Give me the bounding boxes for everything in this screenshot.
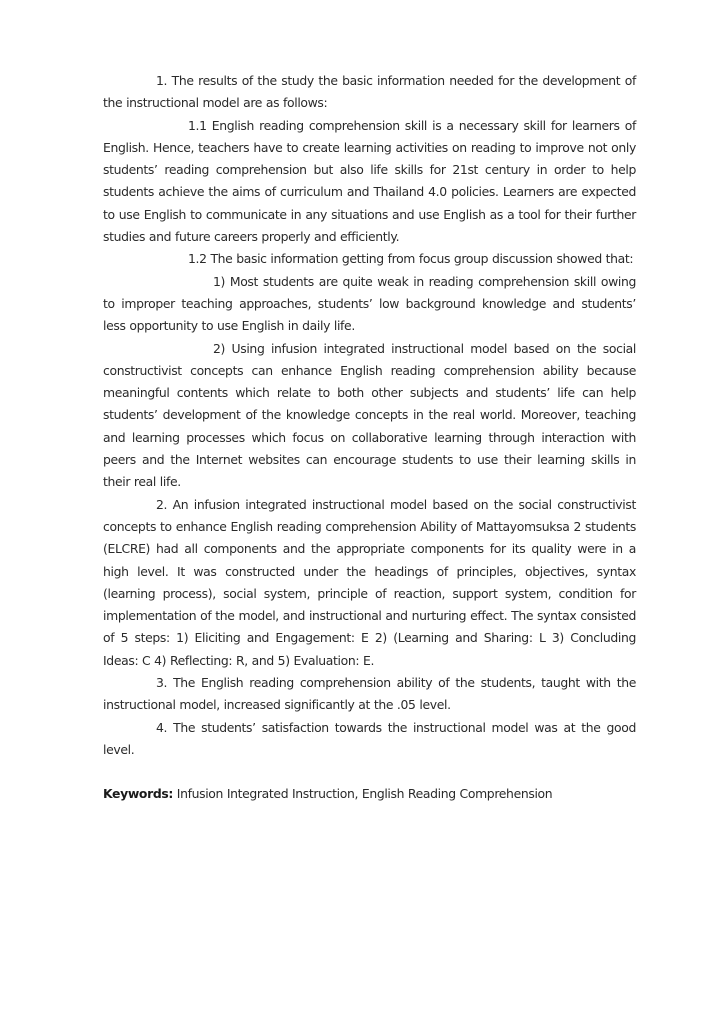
paragraph-result-1-2-1: 1) Most students are quite weak in reading comprehension skill owing to improper teaching approaches, students’ low background knowledge and students’ less opportunity to use English in daily life. bbox=[103, 273, 636, 334]
paragraph-results-intro: 1. The results of the study the basic information needed for the development of the instructional model are as follows: bbox=[103, 73, 636, 111]
paragraph-result-1-1: 1.1 English reading comprehension skill is a necessary skill for learners of English. Hence, teachers have to create learning activities on reading to improve not only students’ reading comprehension but also life skills for 21st century in order to help students achieve the aims of curriculum and Thailand 4.0 policies. Learners are expected to use English to communicate in any situations and use English as a tool for their further studies and future careers properly and efficiently. bbox=[103, 117, 636, 245]
paragraph-result-1-2-2: 2) Using infusion integrated instructional model based on the social constructivist concepts can enhance English reading comprehension ability because meaningful contents which relate to both other subjects and students’ life can help students’ development of the knowledge concepts in the real world. Moreover, teaching and learning processes which focus on collaborative learning through interaction with peers and the Internet websites can encourage students to use their learning skills in their real life. bbox=[103, 340, 636, 490]
keywords-value: Infusion Integrated Instruction, English Reading Comprehension bbox=[172, 786, 553, 802]
paragraph-result-2: 2. An infusion integrated instructional model based on the social constructivist concepts to enhance English reading comprehension Ability of Mattayomsuksa 2 students (ELCRE) had all components and the appropriate components for its quality were in a high level. It was constructed under the headings of principles, objectives, syntax (learning process), social system, principle of reaction, support system, condition for implementation of the model, and instructional and nurturing effect. The syntax consisted of 5 steps: 1) Eliciting and Engagement: E 2) (Learning and Sharing: L 3) Concluding Ideas: C 4) Reflecting: R, and 5) Evaluation: E. bbox=[103, 496, 636, 668]
document-page bbox=[103, 70, 636, 806]
paragraph-result-4: 4. The students’ satisfaction towards the instructional model was at the good level. bbox=[103, 719, 636, 757]
keywords-label: Keywords: bbox=[103, 786, 173, 802]
paragraph-result-1-2: 1.2 The basic information getting from focus group discussion showed that: bbox=[188, 251, 634, 267]
keywords-line bbox=[103, 783, 636, 805]
paragraph-result-3: 3. The English reading comprehension ability of the students, taught with the instructional model, increased significantly at the .05 level. bbox=[103, 675, 636, 713]
